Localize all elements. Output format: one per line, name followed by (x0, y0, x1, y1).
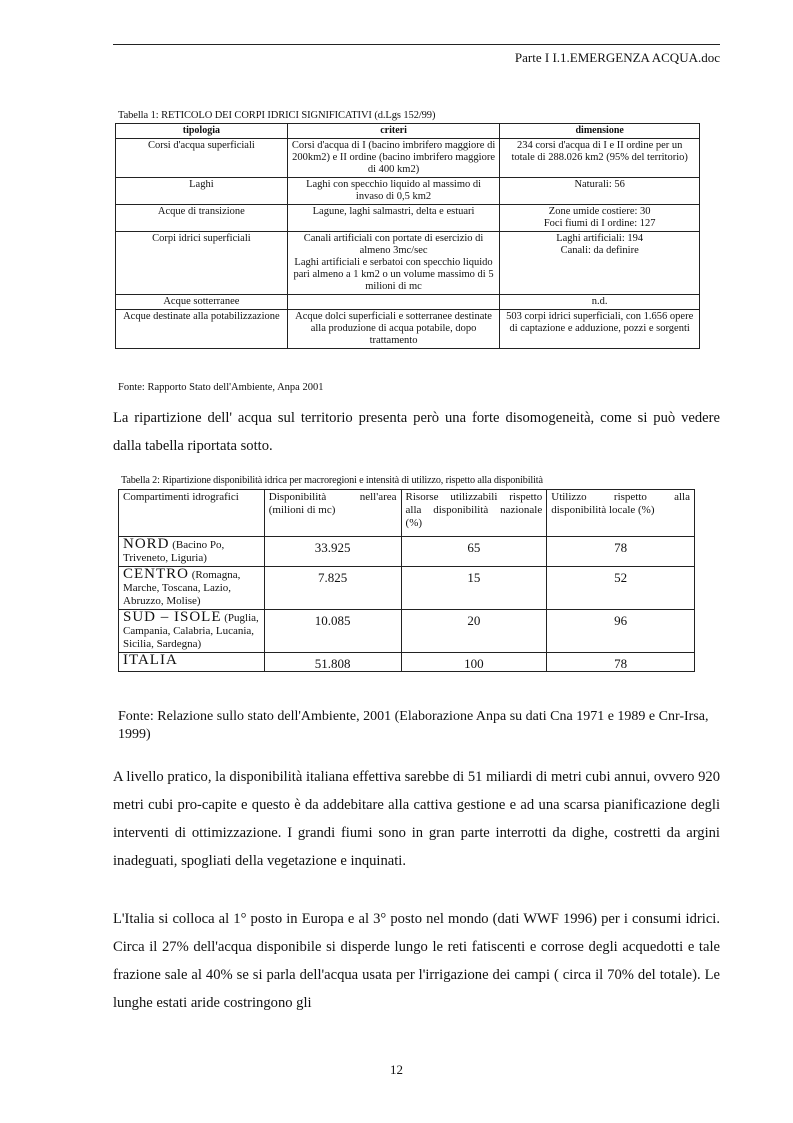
table2-value-cell: 100 (401, 653, 547, 672)
table1-row (116, 178, 700, 205)
table1-header-cell: tipologia (116, 124, 288, 139)
table2-source: Fonte: Relazione sullo stato dell'Ambiente, 2001 (Elaborazione Anpa su dati Cna 1971 e 1989 e Cnr-Irsa, 1999) (118, 709, 709, 742)
table1-header-cell: dimensione (500, 124, 700, 139)
paragraph-3: L'Italia si colloca al 1° posto in Europa e al 3° posto nel mondo (dati WWF 1996) per i consumi idrici. Circa il 27% dell'acqua disponibile si disperde lungo le reti fatiscenti e corrose degli acquedotti e tale frazione sale al 40% se si parla dell'acqua usata per l'irrigazione dei campi ( circa il 70% del totale). Le lunghe estati aride costringono gli (113, 911, 720, 1011)
region-name: ITALIA (123, 652, 178, 668)
table1-cell: Laghi con specchio liquido al massimo di invaso di 0,5 km2 (287, 178, 500, 205)
table1-row (116, 205, 700, 232)
table2-value-cell: 20 (401, 610, 547, 653)
table1-cell: n.d. (500, 295, 700, 310)
table1-cell: Lagune, laghi salmastri, delta e estuari (287, 205, 500, 232)
table1-cell: Laghi artificiali: 194 Canali: da definire (500, 232, 700, 295)
table2-header-cell: Compartimenti idrografici (119, 490, 265, 537)
paragraph-2: A livello pratico, la disponibilità italiana effettiva sarebbe di 51 miliardi di metri cubi annui, ovvero 920 metri cubi pro-capite e questo è da addebitare alla cattiva gestione e ad una scarsa pianificazione degli interventi di ottimizzazione. I grandi fiumi sono in gran parte interrotti da dighe, costretti da argini inadeguati, spogliati della vegetazione e inquinati. (113, 769, 720, 869)
region-name: CENTRO (123, 566, 189, 582)
table2-value-cell: 10.085 (264, 610, 401, 653)
table1-header-cell: criteri (287, 124, 500, 139)
table2-value-cell: 96 (547, 610, 695, 653)
table1-header-row (116, 124, 700, 139)
table1-cell: Zone umide costiere: 30 Foci fiumi di I ordine: 127 (500, 205, 700, 232)
table2-header-row (119, 490, 695, 537)
region-note: (Puglia, Campania, Calabria, Lucania, Sicilia, Sardegna) (123, 612, 259, 650)
table2-row (119, 567, 695, 610)
table1-row (116, 139, 700, 178)
region-name: NORD (123, 536, 170, 552)
table2-value-cell: 52 (547, 567, 695, 610)
table2-value-cell: 15 (401, 567, 547, 610)
table2-region-cell (119, 610, 265, 653)
table1-cell: 234 corsi d'acqua di I e II ordine per un totale di 288.026 km2 (95% del territorio) (500, 139, 700, 178)
running-header: Parte I I.1.EMERGENZA ACQUA.doc (514, 50, 720, 65)
table1 (115, 123, 700, 349)
table1-cell: Laghi (116, 178, 288, 205)
table1-cell: Acque di transizione (116, 205, 288, 232)
table2-header-cell: Risorse utilizzabili rispetto alla disponibilità nazionale (%) (401, 490, 547, 537)
table1-cell: Acque dolci superficiali e sotterranee destinate alla produzione di acqua potabile, dopo trattamento (287, 310, 500, 349)
table2-region-cell (119, 653, 265, 672)
table1-row (116, 310, 700, 349)
table1-cell: Canali artificiali con portate di esercizio di almeno 3mc/sec Laghi artificiali e serbatoi con specchio liquido pari almeno a 1 km2 o un volume massimo di 5 milioni di mc (287, 232, 500, 295)
page-number: 12 (390, 1062, 403, 1077)
table2-value-cell: 7.825 (264, 567, 401, 610)
region-note: (Bacino Po, Triveneto, Liguria) (123, 539, 225, 564)
table2-value-cell: 65 (401, 537, 547, 567)
header-rule (113, 44, 720, 45)
table1-cell: 503 corpi idrici superficiali, con 1.656 opere di captazione e adduzione, pozzi e sorgenti (500, 310, 700, 349)
table2-value-cell: 33.925 (264, 537, 401, 567)
table1-body (116, 139, 700, 349)
table2-caption: Tabella 2: Ripartizione disponibilità idrica per macroregioni e intensità di utilizzo, rispetto alla disponibilità (121, 475, 543, 486)
table1-cell: Corpi idrici superficiali (116, 232, 288, 295)
table2-row (119, 653, 695, 672)
table1-cell: Acque destinate alla potabilizzazione (116, 310, 288, 349)
table2 (118, 489, 695, 672)
table2-region-cell (119, 537, 265, 567)
table2-body (119, 490, 695, 672)
table2-row (119, 610, 695, 653)
region-name: SUD – ISOLE (123, 609, 222, 625)
table2-value-cell: 51.808 (264, 653, 401, 672)
region-note: (Romagna, Marche, Toscana, Lazio, Abruzzo, Molise) (123, 569, 241, 607)
table2-region-cell (119, 567, 265, 610)
table1-cell (287, 295, 500, 310)
table2-header-cell: Disponibilità nell'area (milioni di mc) (264, 490, 401, 537)
table1-cell: Naturali: 56 (500, 178, 700, 205)
table1-caption: Tabella 1: RETICOLO DEI CORPI IDRICI SIGNIFICATIVI (d.Lgs 152/99) (118, 110, 436, 121)
table2-value-cell: 78 (547, 537, 695, 567)
table1-cell: Corsi d'acqua di I (bacino imbrifero maggiore di 200km2) e II ordine (bacino imbrifero maggiore di 400 km2) (287, 139, 500, 178)
table2-value-cell: 78 (547, 653, 695, 672)
table1-row (116, 232, 700, 295)
paragraph-1: La ripartizione dell' acqua sul territorio presenta però una forte disomogeneità, come si può vedere dalla tabella riportata sotto. (113, 410, 720, 454)
table2-header-cell: Utilizzo rispetto alla disponibilità locale (%) (547, 490, 695, 537)
table1-source: Fonte: Rapporto Stato dell'Ambiente, Anpa 2001 (118, 382, 324, 393)
table1-cell: Acque sotterranee (116, 295, 288, 310)
table1-row (116, 295, 700, 310)
table2-row (119, 537, 695, 567)
table1-cell: Corsi d'acqua superficiali (116, 139, 288, 178)
